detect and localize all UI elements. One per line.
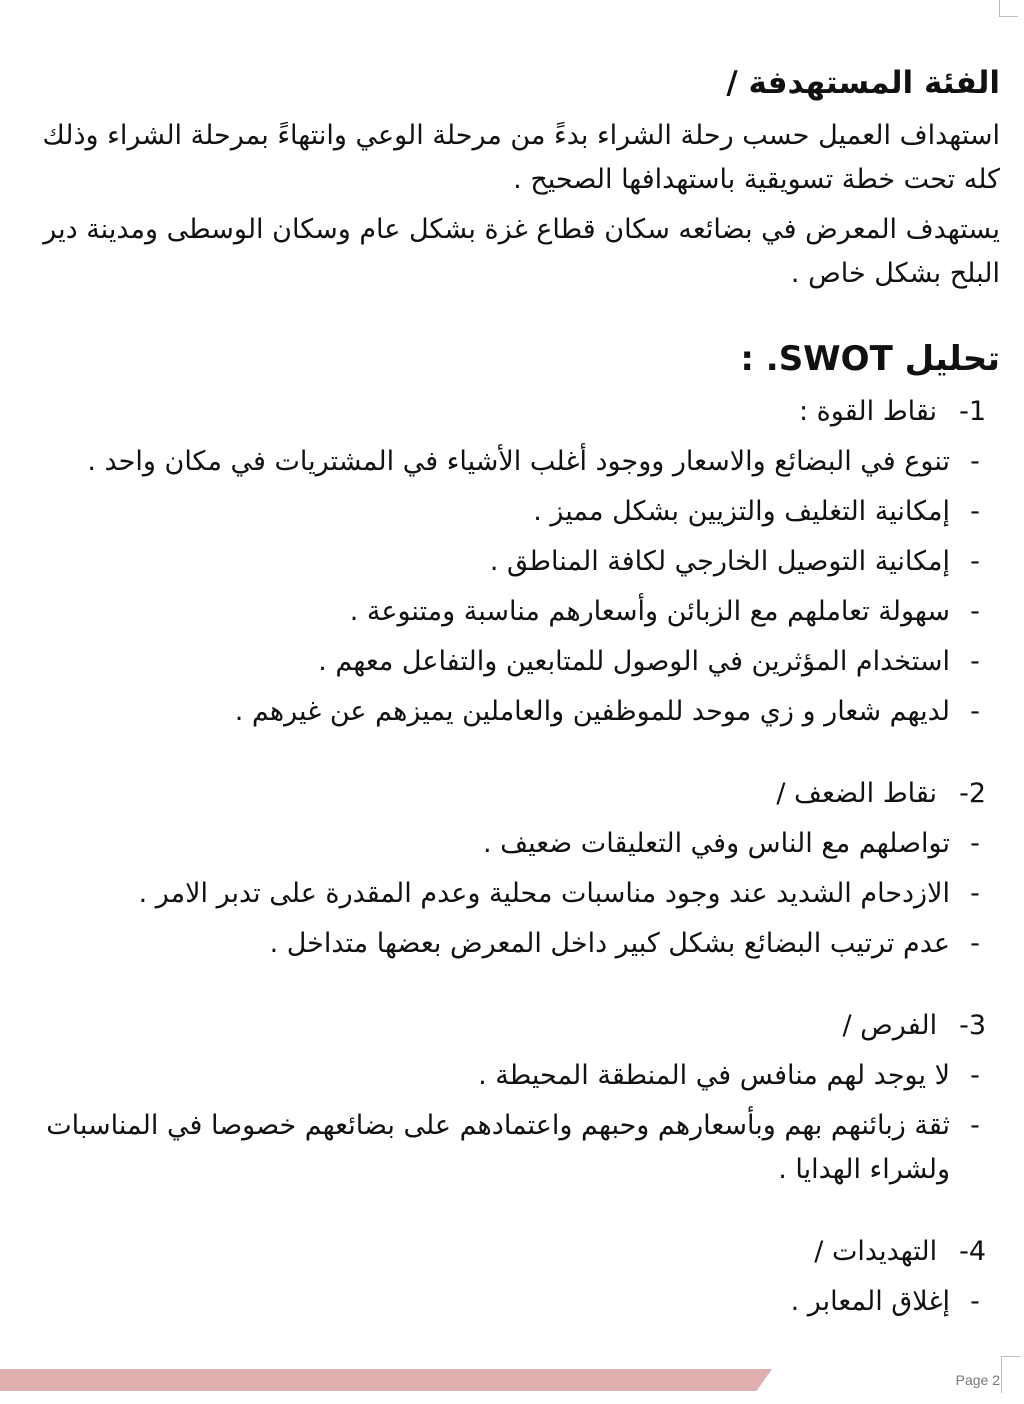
list-item-text: تواصلهم مع الناس وفي التعليقات ضعيف .: [482, 828, 950, 859]
dash-bullet: -: [970, 928, 980, 959]
list-item-text: تنوع في البضائع والاسعار ووجود أغلب الأشياء في المشتريات في مكان واحد .: [87, 446, 950, 477]
section-number: -4: [959, 1236, 986, 1267]
section-heading: [0, 1004, 986, 1048]
list-item-text: عدم ترتيب البضائع بشكل كبير داخل المعرض بعضها متداخل .: [269, 928, 950, 959]
page-corner-mark: [999, 0, 1018, 17]
swot-heading: تحليل SWOT. :: [740, 339, 1000, 379]
list-item-text: إغلاق المعابر .: [790, 1286, 950, 1317]
dash-bullet: -: [970, 496, 980, 527]
list-item-text: لا يوجد لهم منافس في المنطقة المحيطة .: [478, 1060, 950, 1091]
list-item: [0, 690, 1000, 734]
swot-section-threats: [0, 1230, 1000, 1324]
list-item: [0, 1280, 1000, 1324]
dash-bullet: -: [970, 596, 980, 627]
section-heading: [0, 390, 986, 434]
strengths-list: [0, 440, 1000, 734]
dash-bullet: -: [970, 828, 980, 859]
section-title: التهديدات /: [814, 1236, 938, 1267]
dash-bullet: -: [970, 696, 980, 727]
opportunities-list: [0, 1054, 1000, 1192]
threats-list: [0, 1280, 1000, 1324]
section-title: الفرص /: [842, 1010, 938, 1041]
dash-bullet: -: [970, 1110, 980, 1141]
list-item-text: سهولة تعاملهم مع الزبائن وأسعارهم مناسبة ومتنوعة .: [349, 596, 950, 627]
swot-section-weaknesses: [0, 772, 1000, 966]
list-item: [0, 590, 1000, 634]
dash-bullet: -: [970, 546, 980, 577]
weaknesses-list: [0, 822, 1000, 966]
list-item: [0, 440, 1000, 484]
target-paragraph-2: يستهدف المعرض في بضائعه سكان قطاع غزة بشكل عام وسكان الوسطى ومدينة دير البلح بشكل خاص .: [43, 214, 1000, 289]
dash-bullet: -: [970, 446, 980, 477]
list-item: [0, 640, 1000, 684]
section-heading: [0, 772, 986, 816]
list-item: [0, 490, 1000, 534]
list-item-text: إمكانية التغليف والتزيين بشكل مميز .: [533, 496, 950, 527]
dash-bullet: -: [970, 1060, 980, 1091]
list-item: [0, 922, 1000, 966]
list-item: [0, 540, 1000, 584]
list-item: [0, 822, 1000, 866]
dash-bullet: -: [970, 646, 980, 677]
page-corner-mark: [1001, 1356, 1020, 1393]
list-item-text: ثقة زبائنهم بهم وبأسعارهم وحبهم واعتمادهم على بضائعهم خصوصا في المناسبات ولشراء الهدايا .: [46, 1110, 950, 1185]
page-content: [0, 60, 1000, 1404]
section-number: -2: [959, 778, 986, 809]
dash-bullet: -: [970, 1286, 980, 1317]
list-item: [0, 1104, 1000, 1192]
list-item-text: استخدام المؤثرين في الوصول للمتابعين والتفاعل معهم .: [318, 646, 950, 677]
list-item: [0, 872, 1000, 916]
swot-section-opportunities: [0, 1004, 1000, 1192]
section-number: -1: [959, 396, 986, 427]
list-item-text: لديهم شعار و زي موحد للموظفين والعاملين يميزهم عن غيرهم .: [234, 696, 950, 727]
section-heading: [0, 1230, 986, 1274]
page-number-label: Page 2: [955, 1372, 1000, 1388]
section-title: نقاط الضعف /: [776, 778, 938, 809]
dash-bullet: -: [970, 878, 980, 909]
footer-accent-bar: [0, 1369, 772, 1391]
section-number: -3: [959, 1010, 986, 1041]
target-paragraph-1: استهداف العميل حسب رحلة الشراء بدءً من مرحلة الوعي وانتهاءً بمرحلة الشراء وذلك كله تحت خطة تسويقية باستهدافها الصحيح .: [42, 120, 1000, 195]
list-item-text: الازدحام الشديد عند وجود مناسبات محلية وعدم المقدرة على تدبر الامر .: [138, 878, 950, 909]
swot-section-strengths: [0, 390, 1000, 734]
list-item-text: إمكانية التوصيل الخارجي لكافة المناطق .: [489, 546, 950, 577]
list-item: [0, 1054, 1000, 1098]
target-audience-heading: الفئة المستهدفة /: [726, 65, 1000, 101]
section-title: نقاط القوة :: [798, 396, 938, 427]
